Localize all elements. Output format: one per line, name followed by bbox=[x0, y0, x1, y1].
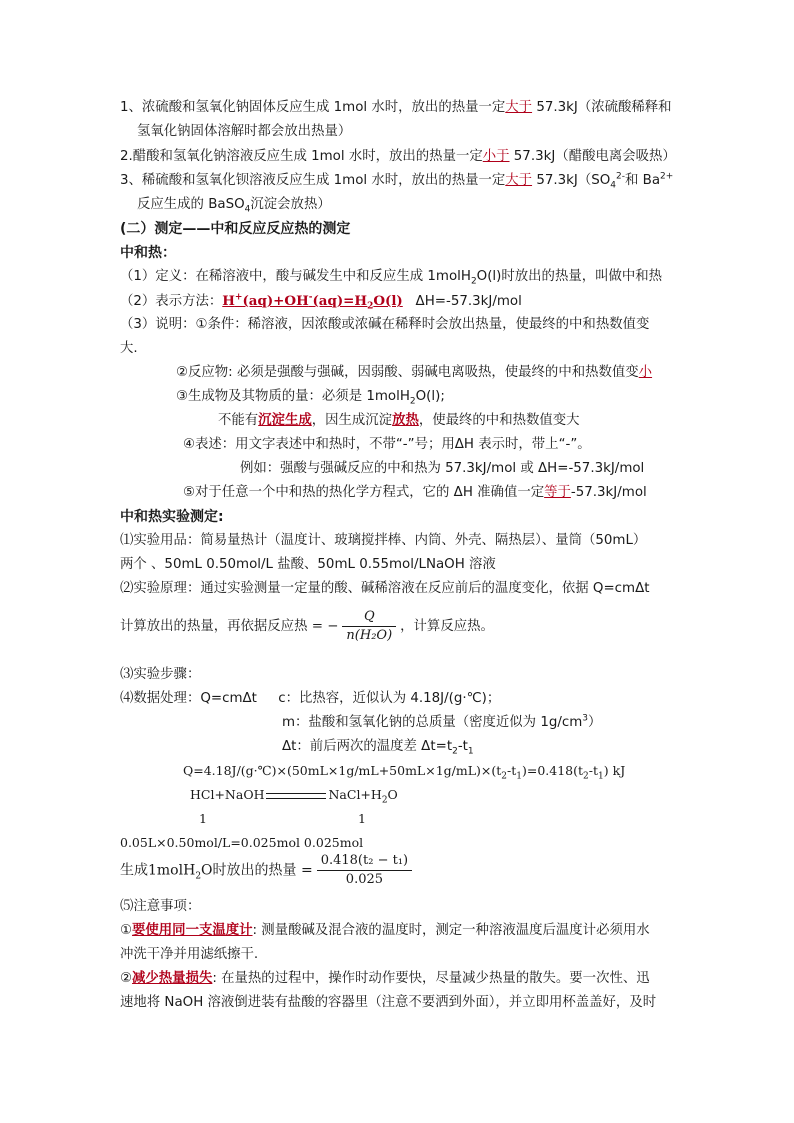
explain-label: （3）说明： bbox=[120, 317, 196, 332]
neutralization-heat-heading: 中和热： bbox=[120, 245, 176, 261]
note-3-line-2 bbox=[137, 195, 331, 215]
caution-2-line-2: 速地将 NaOH 溶液倒进装有盐酸的容器里（注意不要洒到外面），并立即用杯盖盖好，及时 bbox=[120, 995, 657, 1010]
equals-sign bbox=[266, 793, 326, 799]
caution-1-line-1: ①要使用同一支温度计: 测量酸碱及混合液的温度时，测定一种溶液温度后温度计必须用水 bbox=[120, 923, 650, 938]
ionic-equation: $H^+(aq)+OH^-(aq)=H_2O(l)$ bbox=[222, 292, 403, 312]
mass-line: m：盐酸和氢氧化钠的总质量（密度近似为 $1g/cm^3$） bbox=[282, 713, 602, 730]
reaction-heat-fraction: $\frac{Q}{\text{n(H₂O)}}$ bbox=[342, 608, 396, 645]
materials-line-2: 两个 、50mL 0.50mol/L 盐酸、50mL 0.55mol/LNaOH 溶液 bbox=[120, 557, 496, 572]
q-equation-line: $Q=4.18J/(g\cdot℃)\times(50mL\times 1g/mL+50mL\times 1g/mL)\times(t_2-t_1)=0.418(t_2-t_1)$ kJ bbox=[183, 763, 626, 782]
principle-line-2: 计算放出的热量，再依据反应热 = − $\frac{Q}{\text{n(H₂O)}}$ ，计算反应热。 bbox=[120, 608, 494, 643]
definition-text: 在稀溶液中，酸与碱发生中和反应生成 1molH bbox=[195, 269, 471, 284]
explain-reactant: ②反应物: 必须是强酸与强碱，因弱酸、弱碱电离吸热，使最终的中和热数值变 bbox=[176, 365, 639, 380]
coefficient-hcl: 1 bbox=[199, 811, 207, 826]
reduce-heat-loss-highlight: 减少热量损失 bbox=[132, 971, 213, 986]
note-3-ba: 和 Ba bbox=[625, 173, 661, 188]
specific-heat-text: c：比热容，近似认为 4.18J/(g·℃)； bbox=[278, 691, 501, 706]
note-2-text-tail: 57.3kJ（醋酸电离会吸热） bbox=[509, 149, 676, 164]
delta-t-line: Δt：前后两次的温度差 $\Delta t=t_2-t_1$ bbox=[282, 739, 474, 757]
explain-product-line bbox=[176, 387, 445, 407]
definition-text-tail: O(l)时放出的热量，叫做中和热 bbox=[476, 269, 663, 284]
same-thermometer-highlight: 要使用同一支温度计 bbox=[132, 923, 253, 938]
explain-reactant-highlight: 小 bbox=[638, 365, 653, 380]
principle-line-1: ⑵实验原理：通过实验测量一定量的酸、碱稀溶液在反应前后的温度变化，依据 Q=cmΔt bbox=[120, 581, 650, 596]
explain-statement-line: ④表述：用文字表述中和热时，不带“-”号；用ΔH 表示时，带上“-”。 bbox=[183, 437, 591, 452]
so4-charge: 2- bbox=[616, 171, 625, 182]
reaction-heat-label: 反应热 = − bbox=[267, 619, 339, 634]
explain-condition-tail: 大. bbox=[120, 341, 138, 356]
steps-heading: ⑶实验步骤： bbox=[120, 667, 201, 682]
materials-line-1: ⑴实验用品：简易量热计（温度计、玻璃搅拌棒、内筒、外壳、隔热层）、量筒（50mL） bbox=[120, 533, 647, 548]
explain-reactant-line bbox=[176, 363, 652, 383]
note-3-text: 3、稀硫酸和氢氧化钡溶液反应生成 1mol 水时，放出的热量一定 bbox=[120, 173, 506, 188]
note-2-highlight: 小于 bbox=[482, 149, 510, 164]
explain-product-tail: O(l); bbox=[415, 389, 445, 404]
mol-calculation-line: 0.05L×0.50mol/L=0.025mol 0.025mol bbox=[120, 835, 364, 850]
explain-exact-value-line: ⑤对于任意一个中和热的热化学方程式，它的 ΔH 准确值一定等于-57.3kJ/mol bbox=[183, 485, 647, 500]
explain-condition: ①条件：稀溶液，因浓酸或浓碱在稀释时会放出热量，使最终的中和热数值变 bbox=[195, 317, 650, 332]
precipitate-highlight: 沉淀生成 bbox=[258, 413, 312, 428]
heat-per-mol-formula: 生成1molH$_2$O时放出的热量 = $\frac{\text{0.418(t₂ − t₁)}}{0.025}$ bbox=[120, 852, 416, 889]
note-2-line bbox=[120, 147, 676, 167]
experiment-heading: 中和热实验测定: bbox=[120, 509, 224, 525]
data-processing-line: ⑷数据处理：Q=cmΔt c：比热容，近似认为 4.18J/(g·℃)； bbox=[120, 691, 501, 706]
baso4-subscript: 4 bbox=[244, 204, 251, 215]
explain-product: ③生成物及其物质的量：必须是 1molH bbox=[176, 389, 410, 404]
note-2-text: 2.醋酸和氢氧化钠溶液反应生成 1mol 水时，放出的热量一定 bbox=[120, 149, 483, 164]
note-1-line-2: 氢氧化钠固体溶解时都会放出热量） bbox=[137, 124, 352, 139]
note-1-line-1 bbox=[120, 98, 672, 118]
notes-heading: ⑸注意事项： bbox=[120, 899, 201, 914]
ba-charge: 2+ bbox=[660, 171, 674, 182]
note-3-baso4: 反应生成的 BaSO bbox=[137, 197, 245, 212]
explain-condition-line bbox=[120, 315, 649, 335]
note-1-text-tail: 57.3kJ（浓硫酸稀释和 bbox=[532, 100, 672, 115]
note-3-line-1 bbox=[120, 171, 673, 191]
coefficient-naoh: 1 bbox=[358, 811, 366, 826]
note-3-end: 沉淀会放热） bbox=[250, 197, 331, 212]
explain-product-subscript: 2 bbox=[409, 396, 416, 407]
caution-2-line-1: ②减少热量损失: 在量热的过程中，操作时动作要快，尽量减少热量的散失。要一次性、迅 bbox=[120, 971, 650, 986]
delta-h-value: ΔH=-57.3kJ/mol bbox=[415, 294, 522, 309]
note-1-text: 1、浓硫酸和氢氧化钠固体反应生成 1mol 水时，放出的热量一定 bbox=[120, 100, 506, 115]
explain-precipitate-line: 不能有沉淀生成，因生成沉淀放热，使最终的中和热数值变大 bbox=[218, 413, 580, 428]
so4-subscript: 4 bbox=[610, 180, 617, 191]
note-3-highlight: 大于 bbox=[505, 173, 533, 188]
equals-highlight: 等于 bbox=[544, 485, 571, 500]
definition-label: （1）定义： bbox=[120, 269, 196, 284]
expression-label: （2）表示方法： bbox=[120, 294, 223, 309]
explain-example-line: 例如：强酸与强碱反应的中和热为 57.3kJ/mol 或 ΔH=-57.3kJ/mol bbox=[240, 461, 645, 476]
section-title: (二）测定——中和反应反应热的测定 bbox=[120, 221, 351, 237]
note-3-text-tail: 57.3kJ（SO bbox=[532, 173, 611, 188]
caution-1-line-2: 冲洗干净并用滤纸擦干. bbox=[120, 947, 259, 962]
definition-line bbox=[120, 267, 662, 287]
exothermic-highlight: 放热 bbox=[392, 413, 419, 428]
note-1-highlight: 大于 bbox=[505, 100, 533, 115]
reaction-equation-line: HCl+NaOH $NaCl+H_2O$ bbox=[190, 787, 398, 806]
definition-subscript: 2 bbox=[470, 276, 477, 287]
expression-line bbox=[120, 291, 522, 312]
